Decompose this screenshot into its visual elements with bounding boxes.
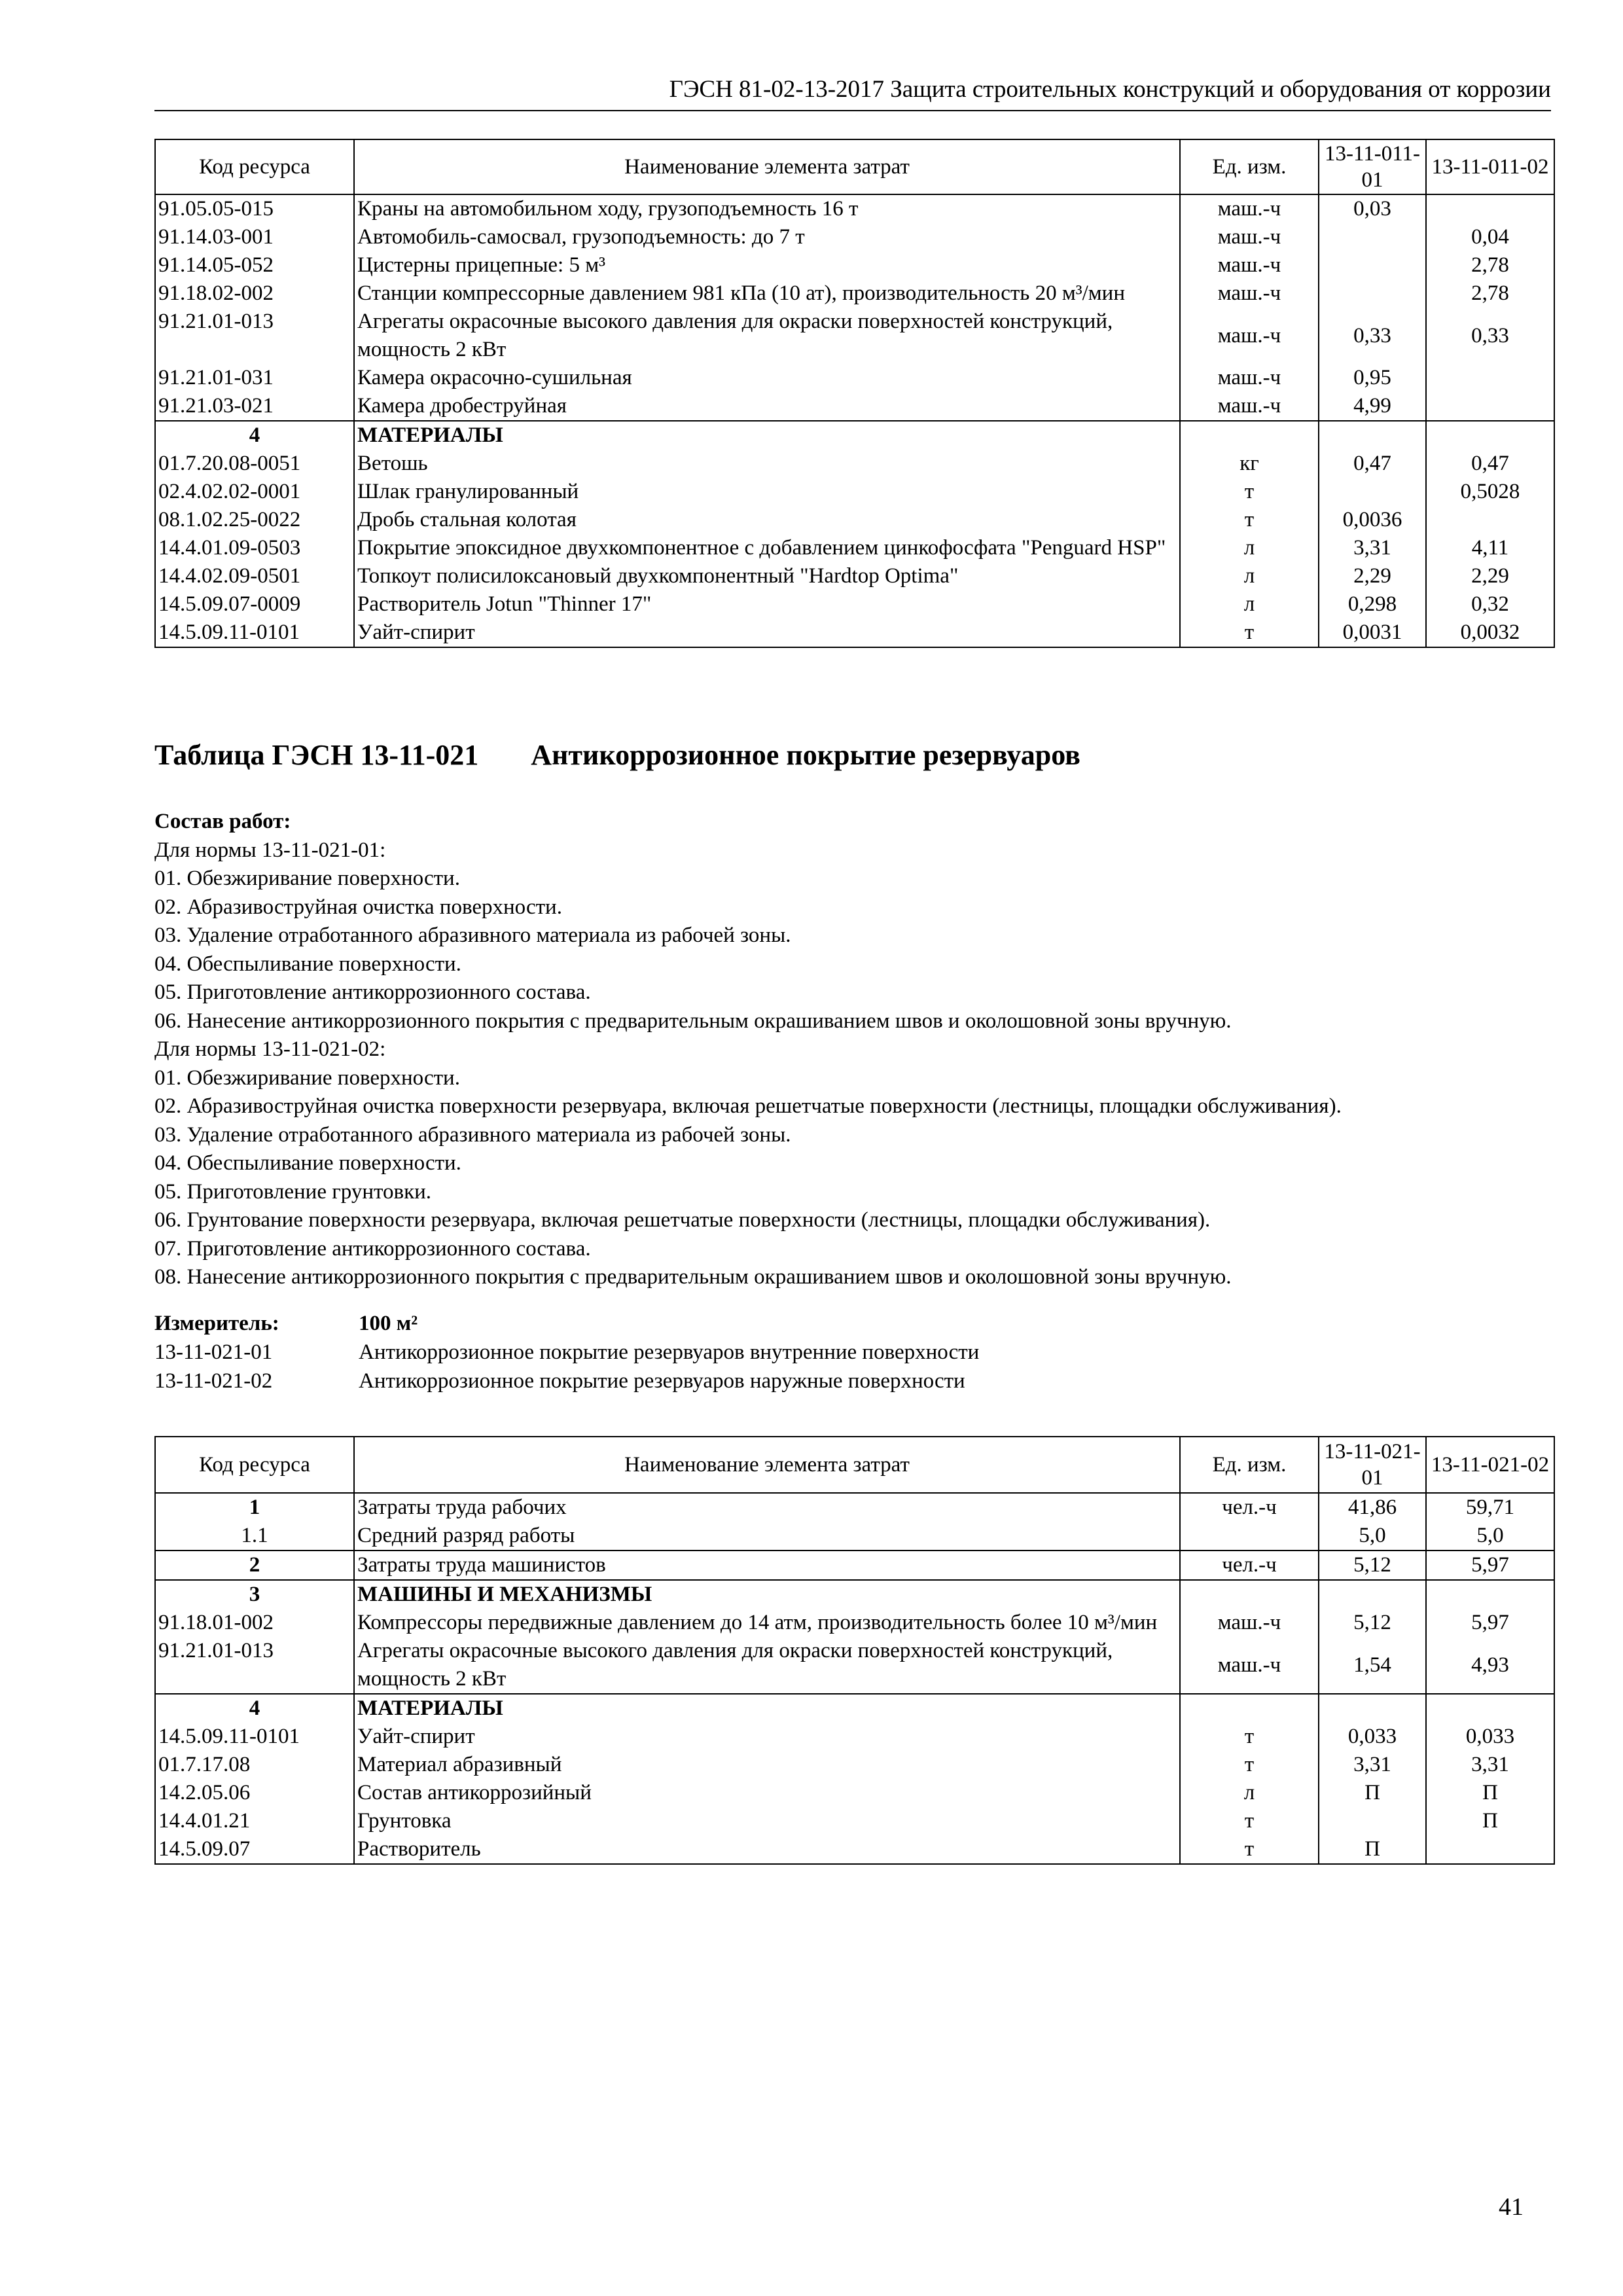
col-header-unit: Ед. изм. [1180, 139, 1319, 194]
table-row [155, 1779, 1554, 1807]
unit-cell: маш.-ч [1180, 194, 1319, 223]
norm1-cell: 5,0 [1319, 1522, 1426, 1551]
unit-cell: маш.-ч [1180, 223, 1319, 251]
measure-label: Измеритель: [154, 1312, 279, 1335]
name-cell: Грунтовка [354, 1807, 1180, 1835]
table-row [155, 194, 1554, 223]
norm1-cell: 0,0036 [1319, 506, 1426, 534]
work-line: 02. Абразивоструйная очистка поверхности. [154, 895, 562, 919]
norm2-cell: 0,32 [1426, 590, 1554, 619]
work-heading: Состав работ: [154, 810, 291, 833]
name-cell: МАШИНЫ И МЕХАНИЗМЫ [354, 1580, 1180, 1609]
resource-table-2 [154, 1436, 1555, 1865]
code-cell: 91.21.01-031 [155, 364, 354, 392]
name-cell: Компрессоры передвижные давлением до 14 атм, производительность более 10 м³/мин [354, 1609, 1180, 1637]
code-cell: 1.1 [155, 1522, 354, 1551]
measure-text: Антикоррозионное покрытие резервуаров наружные поверхности [359, 1369, 965, 1393]
norm1-cell: П [1319, 1779, 1426, 1807]
code-cell: 01.7.17.08 [155, 1751, 354, 1779]
code-cell: 4 [155, 421, 354, 450]
section-row [155, 1580, 1554, 1609]
norm2-cell [1426, 194, 1554, 223]
unit-cell: кг [1180, 450, 1319, 478]
norm1-cell: 0,95 [1319, 364, 1426, 392]
name-cell: Уайт-спирит [354, 1723, 1180, 1751]
code-cell: 91.18.02-002 [155, 279, 354, 308]
unit-cell: маш.-ч [1180, 1637, 1319, 1694]
code-cell: 91.21.01-013 [155, 308, 354, 364]
measure-item [154, 1367, 979, 1395]
name-cell: МАТЕРИАЛЫ [354, 421, 1180, 450]
norm1-cell [1319, 421, 1426, 450]
work-line: 02. Абразивоструйная очистка поверхности резервуара, включая решетчатые поверхности (лестницы, площадки обслуживания). [154, 1094, 1342, 1118]
norm2-cell [1426, 1835, 1554, 1864]
table-row [155, 450, 1554, 478]
norm2-cell: 4,93 [1426, 1637, 1554, 1694]
norm1-cell: 0,47 [1319, 450, 1426, 478]
work-line: 03. Удаление отработанного абразивного материала из рабочей зоны. [154, 924, 791, 947]
code-cell: 08.1.02.25-0022 [155, 506, 354, 534]
norm1-cell [1319, 1807, 1426, 1835]
unit-cell: т [1180, 1807, 1319, 1835]
code-cell: 14.5.09.11-0101 [155, 1723, 354, 1751]
name-cell: Затраты труда рабочих [354, 1493, 1180, 1522]
norm2-cell [1426, 506, 1554, 534]
table-row [155, 1723, 1554, 1751]
name-cell: Топкоут полисилоксановый двухкомпонентный "Hardtop Optima" [354, 562, 1180, 590]
code-cell: 14.5.09.07 [155, 1835, 354, 1864]
norm2-cell: 0,33 [1426, 308, 1554, 364]
table-row [155, 1609, 1554, 1637]
code-cell: 91.21.01-013 [155, 1637, 354, 1694]
table-row [155, 1751, 1554, 1779]
table-row [155, 478, 1554, 506]
measure-code: 13-11-021-02 [154, 1369, 273, 1393]
norm2-cell: 2,78 [1426, 251, 1554, 279]
norm2-cell: 59,71 [1426, 1493, 1554, 1522]
norm2-cell [1426, 1580, 1554, 1609]
norm1-cell: 2,29 [1319, 562, 1426, 590]
name-cell: Средний разряд работы [354, 1522, 1180, 1551]
unit-cell: т [1180, 619, 1319, 647]
norm1-cell [1319, 478, 1426, 506]
name-cell: Дробь стальная колотая [354, 506, 1180, 534]
norm2-cell: 2,29 [1426, 562, 1554, 590]
measure-value: 100 м² [359, 1312, 418, 1335]
work-line: 03. Удаление отработанного абразивного материала из рабочей зоны. [154, 1122, 791, 1147]
work-line: 05. Приготовление антикоррозионного состава. [154, 980, 591, 1004]
name-cell: Затраты труда машинистов [354, 1551, 1180, 1580]
table-row [155, 562, 1554, 590]
table-row [155, 392, 1554, 421]
unit-cell: чел.-ч [1180, 1493, 1319, 1522]
col-header-unit: Ед. изм. [1180, 1437, 1319, 1493]
code-cell: 14.4.01.09-0503 [155, 534, 354, 562]
name-cell: Цистерны прицепные: 5 м³ [354, 251, 1180, 279]
table-row [155, 223, 1554, 251]
unit-cell: маш.-ч [1180, 392, 1319, 421]
table-row [155, 1637, 1554, 1694]
unit-cell: чел.-ч [1180, 1551, 1319, 1580]
code-cell: 1 [155, 1493, 354, 1522]
table-row [155, 1522, 1554, 1551]
name-cell: Уайт-спирит [354, 619, 1180, 647]
section-title [154, 738, 1080, 772]
unit-cell: маш.-ч [1180, 364, 1319, 392]
code-cell: 14.2.05.06 [155, 1779, 354, 1807]
unit-cell [1180, 1694, 1319, 1723]
name-cell: Шлак гранулированный [354, 478, 1180, 506]
norm2-cell: 4,11 [1426, 534, 1554, 562]
name-cell: Растворитель Jotun "Thinner 17" [354, 590, 1180, 619]
code-cell: 02.4.02.02-0001 [155, 478, 354, 506]
norm2-cell: 2,78 [1426, 279, 1554, 308]
norm2-cell: 0,47 [1426, 450, 1554, 478]
norm2-cell: 0,5028 [1426, 478, 1554, 506]
norm2-cell: 3,31 [1426, 1751, 1554, 1779]
code-cell: 14.4.02.09-0501 [155, 562, 354, 590]
table-row [155, 308, 1554, 364]
code-cell: 91.14.03-001 [155, 223, 354, 251]
table-row [155, 1551, 1554, 1580]
unit-cell [1180, 1580, 1319, 1609]
table-row [155, 534, 1554, 562]
norm1-cell: 3,31 [1319, 1751, 1426, 1779]
name-cell: Растворитель [354, 1835, 1180, 1864]
norm1-cell: 0,0031 [1319, 619, 1426, 647]
col-header-norm1: 13-11-021-01 [1319, 1437, 1426, 1493]
table-body [155, 1493, 1554, 1864]
norm1-cell: 1,54 [1319, 1637, 1426, 1694]
name-cell: Состав антикоррозийный [354, 1779, 1180, 1807]
norm1-cell: 5,12 [1319, 1609, 1426, 1637]
code-cell: 14.5.09.07-0009 [155, 590, 354, 619]
name-cell: МАТЕРИАЛЫ [354, 1694, 1180, 1723]
name-cell: Материал абразивный [354, 1751, 1180, 1779]
name-cell: Станции компрессорные давлением 981 кПа (10 ат), производительность 20 м³/мин [354, 279, 1180, 308]
work-line: 01. Обезжиривание поверхности. [154, 1066, 460, 1090]
measure-block [154, 1309, 979, 1395]
section-row [155, 1694, 1554, 1723]
unit-cell: л [1180, 1779, 1319, 1807]
col-header-norm2: 13-11-011-02 [1426, 139, 1554, 194]
work-line: 01. Обезжиривание поверхности. [154, 867, 460, 890]
name-cell: Камера дробеструйная [354, 392, 1180, 421]
name-cell: Агрегаты окрасочные высокого давления для окраски поверхностей конструкций, мощность 2 кВт [354, 1637, 1180, 1694]
norm1-cell: 5,12 [1319, 1551, 1426, 1580]
work-line: 08. Нанесение антикоррозионного покрытия с предварительным окрашиванием швов и околошовной зоны вручную. [154, 1265, 1232, 1289]
col-header-norm1: 13-11-011-01 [1319, 139, 1426, 194]
norm2-cell [1426, 392, 1554, 421]
table-row [155, 279, 1554, 308]
work-line: Для нормы 13-11-021-01: [154, 838, 386, 862]
work-line: 05. Приготовление грунтовки. [154, 1179, 432, 1204]
unit-cell: л [1180, 590, 1319, 619]
code-cell: 91.14.05-052 [155, 251, 354, 279]
norm1-cell [1319, 279, 1426, 308]
col-header-norm2: 13-11-021-02 [1426, 1437, 1554, 1493]
name-cell: Покрытие эпоксидное двухкомпонентное с добавлением цинкофосфата "Penguard HSP" [354, 534, 1180, 562]
norm1-cell [1319, 1694, 1426, 1723]
table-row [155, 619, 1554, 647]
norm1-cell: 0,298 [1319, 590, 1426, 619]
norm2-cell: 0,033 [1426, 1723, 1554, 1751]
norm1-cell: 41,86 [1319, 1493, 1426, 1522]
page-header: ГЭСН 81-02-13-2017 Защита строительных конструкций и оборудования от коррозии [154, 73, 1551, 111]
norm1-cell: 0,33 [1319, 308, 1426, 364]
work-line: 04. Обеспыливание поверхности. [154, 1151, 461, 1175]
name-cell: Краны на автомобильном ходу, грузоподъемность 16 т [354, 194, 1180, 223]
code-cell: 91.21.03-021 [155, 392, 354, 421]
table-row [155, 506, 1554, 534]
code-cell: 14.4.01.21 [155, 1807, 354, 1835]
code-cell: 91.18.01-002 [155, 1609, 354, 1637]
unit-cell: т [1180, 1723, 1319, 1751]
unit-cell: т [1180, 478, 1319, 506]
col-header-code: Код ресурса [155, 1437, 354, 1493]
norm1-cell: П [1319, 1835, 1426, 1864]
code-cell: 91.05.05-015 [155, 194, 354, 223]
norm1-cell [1319, 1580, 1426, 1609]
table-body [155, 194, 1554, 647]
measure-item [154, 1338, 979, 1367]
norm1-cell: 3,31 [1319, 534, 1426, 562]
name-cell: Ветошь [354, 450, 1180, 478]
unit-cell: маш.-ч [1180, 279, 1319, 308]
norm2-cell: 5,0 [1426, 1522, 1554, 1551]
work-line: 04. Обеспыливание поверхности. [154, 952, 461, 976]
unit-cell: т [1180, 1835, 1319, 1864]
name-cell: Автомобиль-самосвал, грузоподъемность: до 7 т [354, 223, 1180, 251]
section-row [155, 421, 1554, 450]
code-cell: 01.7.20.08-0051 [155, 450, 354, 478]
norm2-cell [1426, 1694, 1554, 1723]
name-cell: Агрегаты окрасочные высокого давления для окраски поверхностей конструкций, мощность 2 кВт [354, 308, 1180, 364]
unit-cell: л [1180, 562, 1319, 590]
table-row [155, 1835, 1554, 1864]
code-cell: 2 [155, 1551, 354, 1580]
page-number: 41 [1499, 2193, 1524, 2221]
col-header-name: Наименование элемента затрат [354, 139, 1180, 194]
norm1-cell: 4,99 [1319, 392, 1426, 421]
table-row [155, 251, 1554, 279]
norm1-cell: 0,03 [1319, 194, 1426, 223]
table-id: Таблица ГЭСН 13-11-021 [154, 739, 479, 771]
work-line: 06. Нанесение антикоррозионного покрытия с предварительным окрашиванием швов и околошовной зоны вручную. [154, 1009, 1232, 1033]
norm2-cell [1426, 364, 1554, 392]
table-row [155, 1807, 1554, 1835]
norm2-cell [1426, 421, 1554, 450]
resource-table-1 [154, 139, 1555, 648]
measure-text: Антикоррозионное покрытие резервуаров внутренние поверхности [359, 1340, 980, 1364]
table-row [155, 1493, 1554, 1522]
code-cell: 4 [155, 1694, 354, 1723]
norm1-cell: 0,033 [1319, 1723, 1426, 1751]
work-line: 07. Приготовление антикоррозионного состава. [154, 1236, 591, 1261]
code-cell: 3 [155, 1580, 354, 1609]
col-header-name: Наименование элемента затрат [354, 1437, 1180, 1493]
unit-cell: маш.-ч [1180, 308, 1319, 364]
unit-cell: маш.-ч [1180, 1609, 1319, 1637]
norm2-cell: 0,04 [1426, 223, 1554, 251]
unit-cell: т [1180, 1751, 1319, 1779]
col-header-code: Код ресурса [155, 139, 354, 194]
measure-code: 13-11-021-01 [154, 1340, 273, 1364]
unit-cell: л [1180, 534, 1319, 562]
table-name: Антикоррозионное покрытие резервуаров [531, 739, 1080, 771]
code-cell: 14.5.09.11-0101 [155, 619, 354, 647]
work-composition [154, 808, 1342, 1292]
norm1-cell [1319, 223, 1426, 251]
norm2-cell: П [1426, 1779, 1554, 1807]
unit-cell [1180, 1522, 1319, 1551]
norm1-cell [1319, 251, 1426, 279]
norm2-cell: 5,97 [1426, 1609, 1554, 1637]
unit-cell: т [1180, 506, 1319, 534]
unit-cell [1180, 421, 1319, 450]
unit-cell: маш.-ч [1180, 251, 1319, 279]
norm2-cell: П [1426, 1807, 1554, 1835]
name-cell: Камера окрасочно-сушильная [354, 364, 1180, 392]
table-row [155, 364, 1554, 392]
table-row [155, 590, 1554, 619]
work-line: Для нормы 13-11-021-02: [154, 1037, 386, 1061]
work-line: 06. Грунтование поверхности резервуара, включая решетчатые поверхности (лестницы, площадки обслуживания). [154, 1208, 1211, 1232]
norm2-cell: 0,0032 [1426, 619, 1554, 647]
norm2-cell: 5,97 [1426, 1551, 1554, 1580]
